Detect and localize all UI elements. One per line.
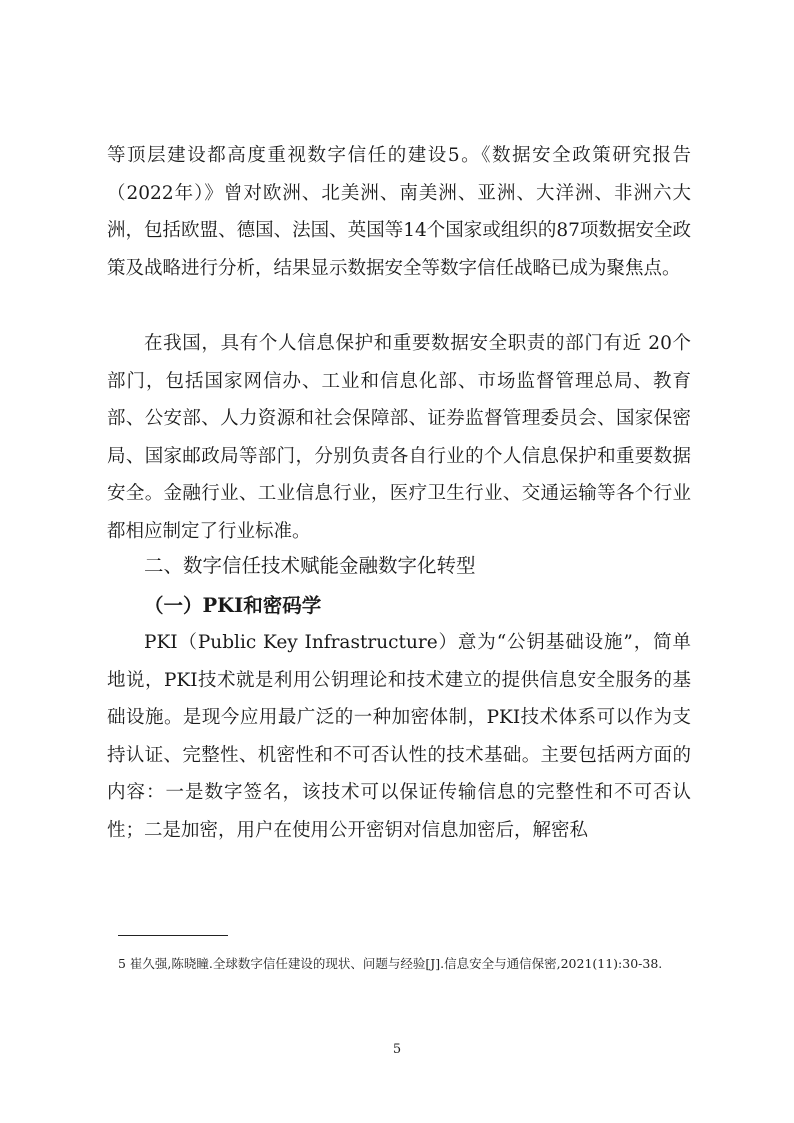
footnote: 5 崔久强,陈晓瞳.全球数字信任建设的现状、问题与经验[J].信息安全与通信保密,2021(11):30-38. <box>118 956 663 971</box>
page-number: 5 <box>392 1042 402 1057</box>
body-paragraph-1 <box>107 137 691 287</box>
paragraph-text: 在我国，具有个人信息保护和重要数据安全职责的部门有近 20个部门，包括国家网信办、工业和信息化部、市场监督管理总局、教育部、公安部、人力资源和社会保障部、证券监督管理委员会、国家保密局、国家邮政局等部门，分别负责各自行业的个人信息保护和重要数据安全。金融行业、工业信息行业，医疗卫生行业、交通运输等各个行业都相应制定了行业标准。 <box>107 333 691 542</box>
footnote-divider <box>118 935 228 936</box>
paragraph-text: PKI（Public Key Infrastructure）意为“公钥基础设施”，简单地说，PKI技术就是利用公钥理论和技术建立的提供信息安全服务的基础设施。是现今应用最广泛的一种加密体制，PKI技术体系可以作为支持认证、完整性、机密性和不可否认性的技术基础。主要包括两方面的内容：一是数字签名，该技术可以保证传输信息的完整性和不可否认性；二是加密，用户在使用公开密钥对信息加密后，解密私 <box>107 632 691 841</box>
section-heading: 二、数字信任技术赋能金融数字化转型 <box>144 554 476 577</box>
body-paragraph-3 <box>107 624 691 849</box>
subsection-heading: （一）PKI和密码学 <box>144 594 322 617</box>
paragraph-text: 等顶层建设都高度重视数字信任的建设5。《数据安全政策研究报告（2022年）》曾对欧洲、北美洲、南美洲、亚洲、大洋洲、非洲六大洲，包括欧盟、德国、法国、英国等14个国家或组织的87项数据安全政策及战略进行分析，结果显示数据安全等数字信任战略已成为聚焦点。 <box>107 145 691 279</box>
body-paragraph-2 <box>107 325 691 550</box>
